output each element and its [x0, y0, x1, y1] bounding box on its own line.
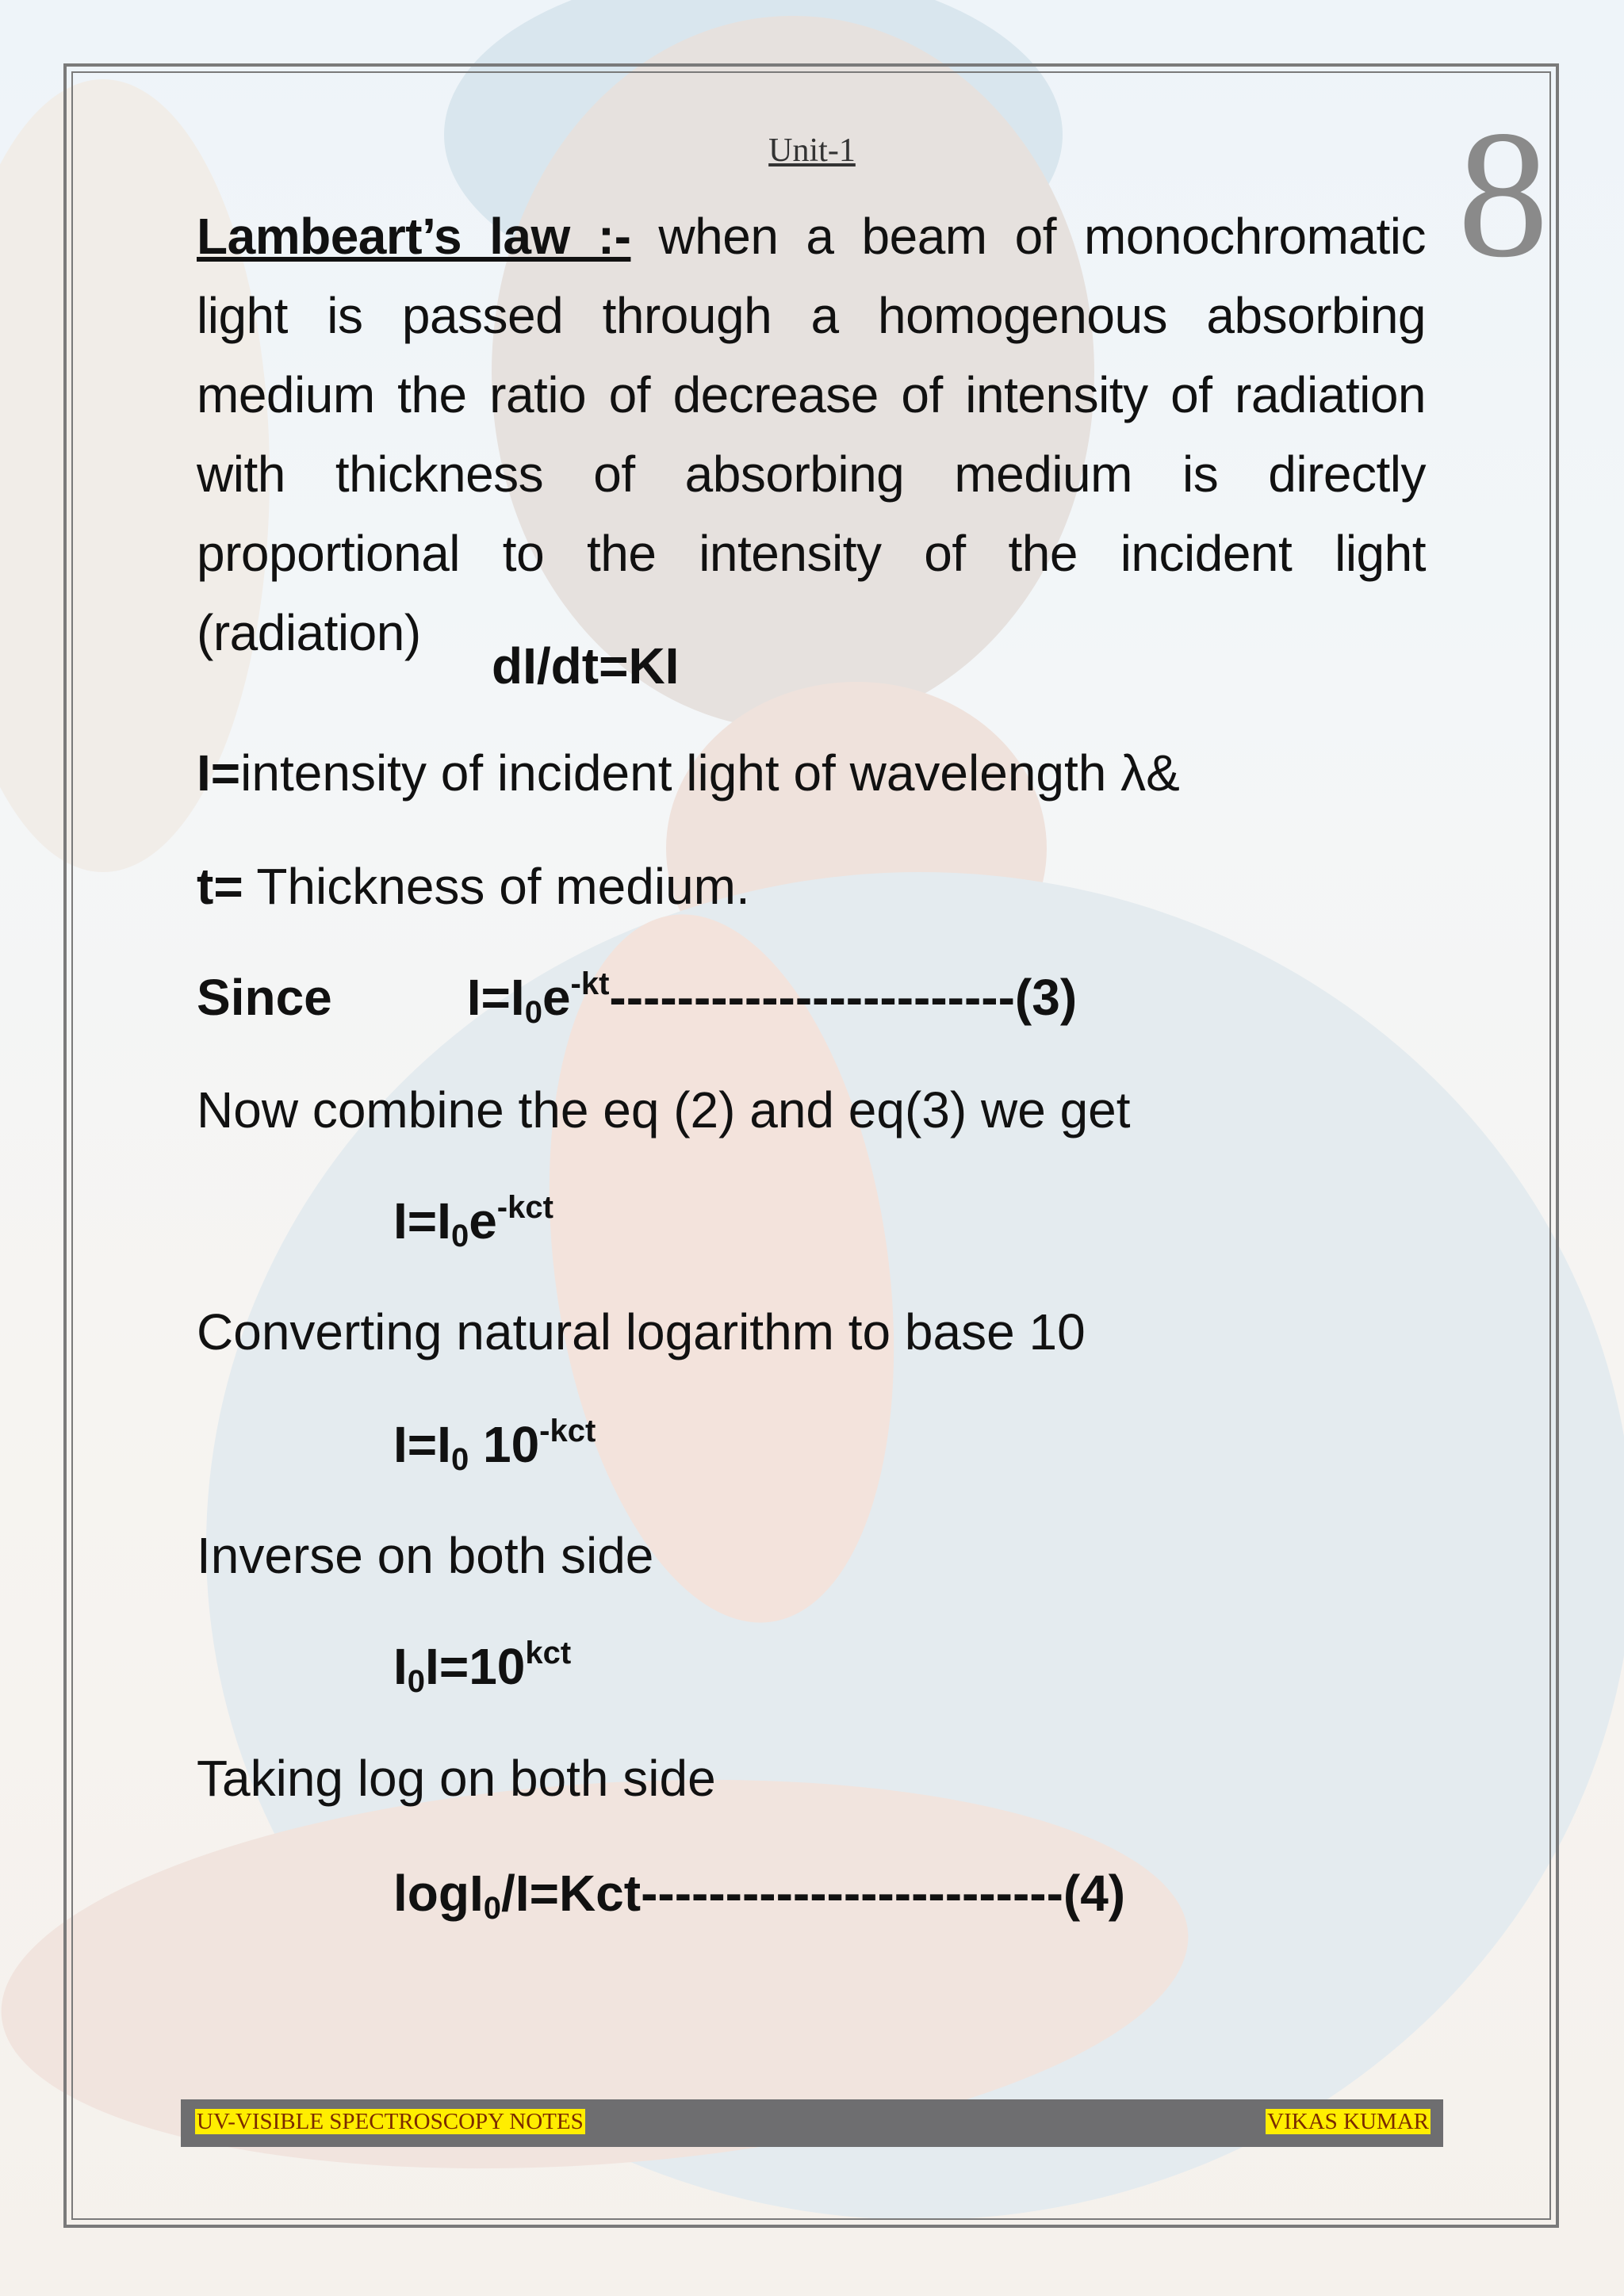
- eq2-exponent: -kct: [496, 1190, 553, 1225]
- eq3-base: 10: [469, 1416, 540, 1473]
- footer-left-label: UV-VISIBLE SPECTROSCOPY NOTES: [197, 2109, 584, 2134]
- definition-thickness-label: t=: [197, 858, 243, 915]
- lambert-law-paragraph: [197, 197, 1426, 672]
- taking-log-text: Taking log on both side: [197, 1750, 716, 1807]
- converting-text: Converting natural logarithm to base 10: [197, 1303, 1086, 1360]
- eq4-subscript: 0: [407, 1664, 426, 1699]
- since-exponent: -kt: [570, 966, 610, 1001]
- eq3-exponent: -kct: [539, 1414, 596, 1448]
- eq3-lhs: I=I: [393, 1416, 451, 1473]
- since-equation: [197, 966, 1077, 1029]
- law-title: Lambeart’s law :-: [197, 208, 631, 265]
- eq5-subscript: 0: [483, 1891, 501, 1926]
- eq5-lhs: logI: [393, 1865, 484, 1922]
- equation-combined: [393, 1189, 553, 1253]
- eq3-subscript: 0: [450, 1442, 469, 1477]
- law-description: when a beam of monochromatic light is passed through a homogenous absorbing medium the ratio of decrease of intensity of radiation with thickness of absorbing medium is directly proportional to the intensity of the incident light (radiation): [197, 208, 1427, 661]
- eq2-lhs: I=I: [393, 1192, 451, 1249]
- eq5-rest: /I=Kct-------------------------(4): [501, 1865, 1126, 1922]
- definition-intensity: [197, 741, 1180, 805]
- since-base: e: [542, 969, 571, 1026]
- equation-inverse: [393, 1635, 571, 1698]
- unit-heading: Unit-1: [768, 132, 856, 169]
- since-subscript: 0: [524, 995, 542, 1030]
- definition-thickness-text: Thickness of medium.: [243, 858, 750, 915]
- combine-text: Now combine the eq (2) and eq(3) we get: [197, 1081, 1131, 1138]
- equation-base10: [393, 1413, 596, 1476]
- definition-intensity-label: I=: [197, 744, 241, 802]
- eq2-base: e: [469, 1192, 497, 1249]
- footer-bar: [181, 2099, 1443, 2147]
- page-number: 8: [1457, 93, 1549, 295]
- inverse-text: Inverse on both side: [197, 1527, 654, 1584]
- equation-log: [393, 1862, 1125, 1925]
- eq2-subscript: 0: [450, 1219, 469, 1253]
- eq4-mid: I=10: [425, 1638, 526, 1695]
- definition-thickness: [197, 855, 750, 918]
- since-lhs: I=I: [466, 969, 525, 1026]
- definition-intensity-text: intensity of incident light of wavelength λ&: [240, 744, 1180, 802]
- eq4-exponent: kct: [525, 1636, 572, 1670]
- footer-right-label: VIKAS KUMAR: [1267, 2109, 1429, 2134]
- equation-differential: dI/dt=KI: [492, 637, 680, 695]
- since-equation-number: ------------------------(3): [609, 969, 1078, 1026]
- eq4-lhs: I: [393, 1638, 408, 1695]
- since-word: Since: [197, 969, 332, 1026]
